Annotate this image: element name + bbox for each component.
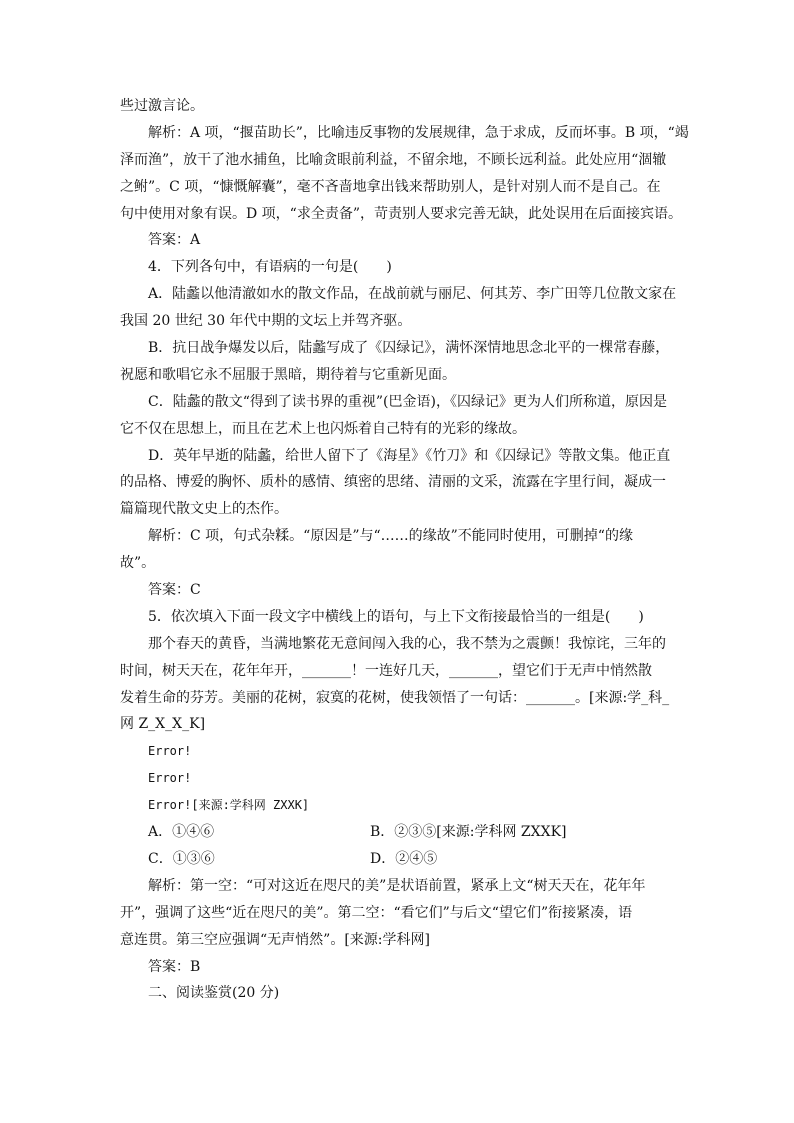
text-line: 祝愿和歌唱它永不屈服于黑暗，期待着与它重新见面。 bbox=[120, 366, 456, 383]
options-block bbox=[120, 819, 675, 873]
option-a-choice: A．①④⑥ bbox=[148, 824, 215, 841]
text-block bbox=[120, 93, 689, 738]
text-line: 句中使用对象有误。D 项，“求全责备”，苛责别人要求完善无缺，此处误用在后面接宾语。 bbox=[120, 205, 682, 222]
question-4: 4．下列各句中，有语病的一句是( ) bbox=[148, 259, 392, 276]
answer-line: 答案：C bbox=[148, 582, 201, 599]
analysis-line: 解析：第一空：“可对这近在咫尺的美”是状语前置，紧承上文“树天天在，花年年 bbox=[148, 877, 646, 894]
passage-line: 那个春天的黄昏，当满地繁花无意间闯入我的心，我不禁为之震颤！我惊诧，三年的 bbox=[148, 635, 666, 652]
options-row bbox=[120, 846, 675, 873]
text-line: 我国 20 世纪 30 年代中期的文坛上并驾齐驱。 bbox=[120, 313, 412, 330]
answer-line: 答案：A bbox=[148, 232, 201, 249]
analysis-line: 意连贯。第三空应强调“无声悄然”。[来源:学科网] bbox=[120, 931, 430, 948]
text-line: 的品格、博爱的胸怀、质朴的感情、缜密的思绪、清丽的文采，流露在字里行间，凝成一 bbox=[120, 474, 666, 491]
document-page bbox=[120, 93, 689, 1007]
tail-block bbox=[120, 873, 675, 1007]
error-line: Error![来源:学科网 ZXXK] bbox=[148, 798, 310, 813]
section-heading: 二、阅读鉴赏(20 分) bbox=[148, 985, 280, 1002]
option-c-choice: C．①③⑥ bbox=[148, 850, 215, 867]
text-line: 故”。 bbox=[120, 555, 156, 572]
passage-line: 时间，树天天在，花年年开，_______！一连好几天，_______，望它们于无声中悄然散 bbox=[120, 662, 652, 679]
option-d: D．英年早逝的陆蠡，给世人留下了《海星》《竹刀》和《囚绿记》等散文集。他正直 bbox=[148, 447, 671, 464]
option-a: A．陆蠡以他清澈如水的散文作品，在战前就与丽尼、何其芳、李广田等几位散文家在 bbox=[148, 286, 677, 303]
answer-line: 答案：B bbox=[148, 958, 201, 975]
question-5: 5．依次填入下面一段文字中横线上的语句，与上下文衔接最恰当的一组是( ) bbox=[148, 608, 644, 625]
text-line: 泽而渔”，放干了池水捕鱼，比喻贪眼前利益，不留余地，不顾长远利益。此处应用“涸辙 bbox=[120, 151, 667, 168]
analysis-line: 开”，强调了这些“近在咫尺的美”。第二空：“看它们”与后文“望它们”衔接紧凑，语 bbox=[120, 904, 633, 921]
option-b-choice: B．②③⑤[来源:学科网 ZXXK] bbox=[370, 824, 567, 841]
error-line: Error! bbox=[148, 771, 192, 786]
options-row bbox=[120, 819, 675, 846]
text-line: 篇篇现代散文史上的杰作。 bbox=[120, 501, 288, 518]
text-line: 之鲋”。C 项，“慷慨解囊”，毫不吝啬地拿出钱来帮助别人，是针对别人而不是自己。在 bbox=[120, 178, 661, 195]
option-b: B．抗日战争爆发以后，陆蠡写成了《囚绿记》，满怀深情地思念北平的一棵常春藤， bbox=[148, 340, 670, 357]
passage-line: 发着生命的芬芳。美丽的花树，寂寞的花树，使我领悟了一句话：_______。[来源:学_科_ bbox=[120, 689, 670, 706]
text-line: 解析：A 项，“揠苗助长”，比喻违反事物的发展规律，急于求成，反而坏事。B 项，“竭 bbox=[148, 124, 689, 141]
option-c: C．陆蠡的散文“得到了读书界的重视”(巴金语)，《囚绿记》更为人们所称道，原因是 bbox=[148, 393, 667, 410]
option-d-choice: D．②④⑤ bbox=[370, 850, 438, 867]
text-line: 它不仅在思想上，而且在艺术上也闪烁着自己特有的光彩的缘故。 bbox=[120, 420, 526, 437]
passage-line: 网 Z_X_X_K] bbox=[120, 716, 206, 733]
error-block bbox=[120, 738, 675, 819]
analysis-line: 解析：C 项，句式杂糅。“原因是”与“……的缘故”不能同时使用，可删掉“的缘 bbox=[148, 528, 633, 545]
text-line: 些过激言论。 bbox=[120, 98, 204, 114]
error-line: Error! bbox=[148, 744, 192, 759]
